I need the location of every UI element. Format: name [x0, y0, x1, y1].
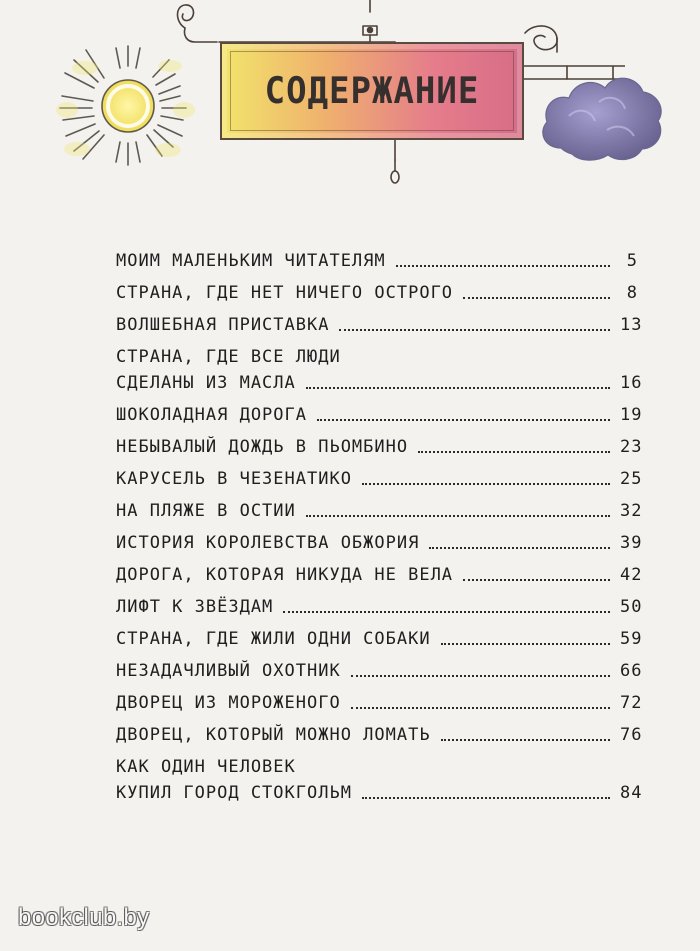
toc-entry-page: 16	[620, 373, 643, 393]
toc-entry-page: 23	[620, 437, 643, 457]
toc-entry-title: ДВОРЕЦ ИЗ МОРОЖЕНОГО	[116, 693, 341, 713]
toc-entry-line	[116, 584, 643, 617]
toc-leader-dots	[351, 675, 610, 677]
toc-entry	[116, 392, 643, 425]
toc-leader-dots	[306, 515, 610, 517]
toc-entry	[116, 648, 643, 681]
toc-entry	[116, 712, 643, 745]
toc-entry	[116, 488, 643, 521]
toc-entry-title: ИСТОРИЯ КОРОЛЕВСТВА ОБЖОРИЯ	[116, 533, 420, 553]
toc-entry-line	[116, 488, 643, 521]
toc-entry	[116, 520, 643, 553]
toc-entry-line	[116, 744, 638, 776]
toc-entry-title: ДОРОГА, КОТОРАЯ НИКУДА НЕ ВЕЛА	[116, 565, 454, 585]
toc-entry	[116, 302, 643, 335]
toc-entry-line	[116, 366, 643, 393]
toc-leader-dots	[441, 643, 610, 645]
toc-entry-page: 5	[626, 251, 638, 271]
toc-leader-dots	[463, 579, 610, 581]
toc-entry-page: 42	[620, 565, 643, 585]
toc-entry-page: 13	[620, 315, 643, 335]
table-of-contents	[116, 244, 643, 803]
toc-entry	[116, 584, 643, 617]
toc-entry	[116, 680, 643, 713]
toc-entry-title: КАРУСЕЛЬ В ЧЕЗЕНАТИКО	[116, 469, 352, 489]
toc-entry-title: НЕБЫВАЛЫЙ ДОЖДЬ В ПЬОМБИНО	[116, 437, 409, 457]
toc-leader-dots	[306, 387, 610, 389]
toc-entry	[116, 552, 643, 585]
toc-entry-title-line: КАК ОДИН ЧЕЛОВЕК	[116, 757, 296, 777]
toc-entry	[116, 270, 638, 302]
toc-entry-line	[116, 424, 643, 457]
toc-leader-dots	[283, 611, 610, 613]
toc-entry-line	[116, 552, 643, 585]
toc-entry	[116, 334, 643, 393]
toc-leader-dots	[429, 547, 610, 549]
toc-entry-title: ВОЛШЕБНАЯ ПРИСТАВКА	[116, 315, 330, 335]
toc-entry-line	[116, 302, 643, 335]
toc-entry-page: 39	[620, 533, 643, 553]
toc-entry-title: ШОКОЛАДНАЯ ДОРОГА	[116, 405, 307, 425]
toc-entry-title-line: СДЕЛАНЫ ИЗ МАСЛА	[116, 373, 296, 393]
toc-entry-title: СТРАНА, ГДЕ НЕТ НИЧЕГО ОСТРОГО	[116, 283, 454, 303]
toc-entry-title: ЛИФТ К ЗВЁЗДАМ	[116, 597, 274, 617]
toc-entry	[116, 456, 643, 489]
toc-entry-title-line: СТРАНА, ГДЕ ВСЕ ЛЮДИ	[116, 347, 341, 367]
toc-entry	[116, 616, 643, 649]
watermark-text: bookclub.by	[18, 904, 150, 931]
toc-leader-dots	[362, 797, 610, 799]
toc-leader-dots	[463, 297, 610, 299]
contents-sign	[220, 42, 524, 140]
toc-entry	[116, 744, 643, 803]
toc-entry-page: 32	[620, 501, 643, 521]
toc-entry-title: МОИМ МАЛЕНЬКИМ ЧИТАТЕЛЯМ	[116, 251, 386, 271]
toc-entry-line	[116, 776, 643, 803]
toc-entry-line	[116, 680, 643, 713]
toc-entry-page: 66	[620, 661, 643, 681]
toc-entry-line	[116, 392, 643, 425]
toc-entry-line	[116, 456, 643, 489]
toc-leader-dots	[418, 451, 610, 453]
toc-leader-dots	[317, 419, 610, 421]
toc-entry-line	[116, 520, 643, 553]
toc-entry-title: СТРАНА, ГДЕ ЖИЛИ ОДНИ СОБАКИ	[116, 629, 431, 649]
toc-entry	[116, 424, 643, 457]
toc-entry-page: 8	[626, 283, 638, 303]
cloud-icon	[536, 58, 666, 168]
toc-entry-page: 84	[620, 783, 643, 803]
toc-entry	[116, 244, 638, 270]
toc-entry-page: 72	[620, 693, 643, 713]
toc-entry-page: 19	[620, 405, 643, 425]
toc-entry-title: НА ПЛЯЖЕ В ОСТИИ	[116, 501, 296, 521]
toc-leader-dots	[396, 265, 610, 267]
toc-leader-dots	[362, 483, 610, 485]
toc-entry-page: 50	[620, 597, 643, 617]
toc-entry-line	[116, 270, 638, 302]
toc-entry-title: НЕЗАДАЧЛИВЫЙ ОХОТНИК	[116, 661, 341, 681]
toc-entry-page: 59	[620, 629, 643, 649]
toc-entry-page: 25	[620, 469, 643, 489]
toc-entry-title: ДВОРЕЦ, КОТОРЫЙ МОЖНО ЛОМАТЬ	[116, 725, 431, 745]
toc-entry-page: 76	[620, 725, 643, 745]
toc-entry-line	[116, 334, 638, 366]
toc-entry-line	[116, 244, 638, 270]
toc-leader-dots	[339, 329, 610, 331]
toc-leader-dots	[351, 707, 610, 709]
toc-leader-dots	[441, 739, 610, 741]
page-title: СОДЕРЖАНИЕ	[264, 69, 480, 113]
toc-entry-line	[116, 616, 643, 649]
toc-entry-line	[116, 712, 643, 745]
toc-entry-title-line: КУПИЛ ГОРОД СТОКГОЛЬМ	[116, 783, 352, 803]
header-illustration	[0, 0, 700, 230]
toc-entry-line	[116, 648, 643, 681]
